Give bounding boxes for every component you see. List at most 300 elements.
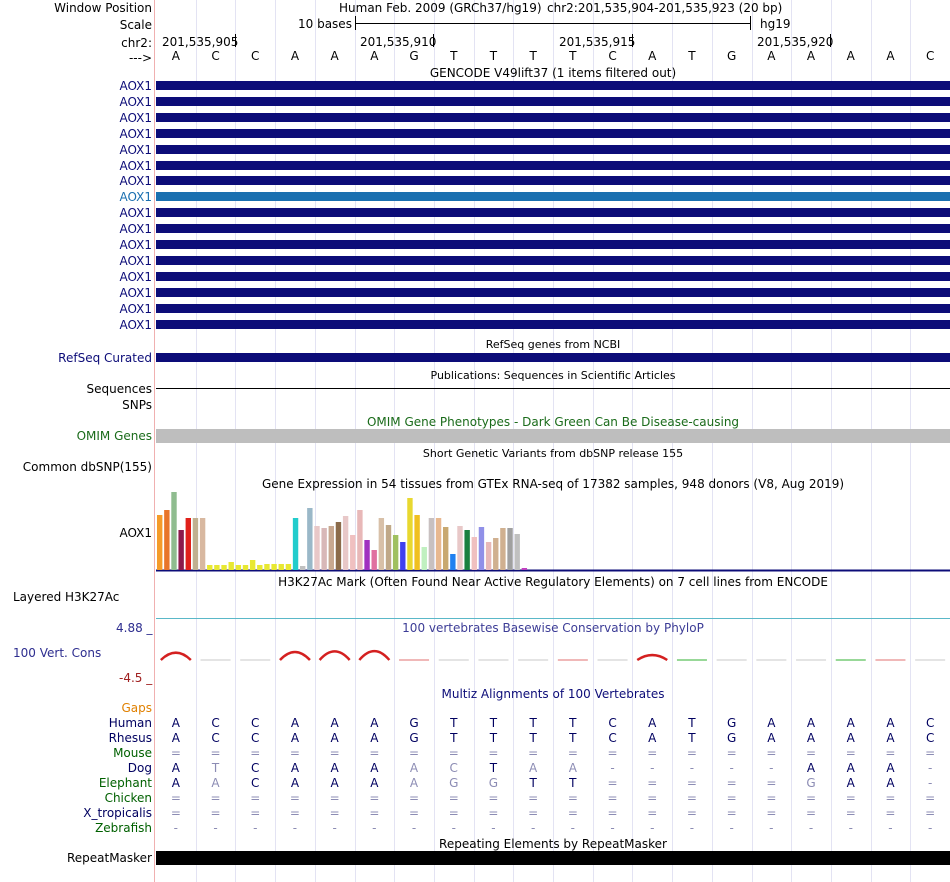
alignment-base: - [689, 761, 695, 775]
base-letter: C [925, 49, 935, 63]
base-letter: C [608, 49, 617, 63]
gencode-transcript-bar[interactable] [156, 81, 950, 90]
gtex-tissue-bar[interactable] [157, 515, 162, 570]
position-range[interactable]: chr2:201,535,904-201,535,923 (20 bp) [547, 1, 783, 15]
gtex-tissue-bar[interactable] [314, 526, 319, 570]
alignment-base: C [211, 731, 220, 745]
scale-bar-right-tick [750, 16, 751, 30]
alignment-base: - [808, 821, 814, 835]
alignment-base: = [409, 806, 420, 820]
gencode-transcript-bar[interactable] [156, 129, 950, 138]
alignment-base: A [886, 776, 895, 790]
alignment-base: = [766, 746, 777, 760]
alignment-base: = [925, 791, 936, 805]
alignment-base: T [489, 731, 498, 745]
alignment-base: = [686, 776, 697, 790]
alignment-base: = [607, 791, 618, 805]
alignment-base: - [769, 761, 774, 775]
alignment-base: G [449, 776, 459, 790]
alignment-base: G [726, 716, 737, 730]
repeatmasker-title[interactable]: Repeating Elements by RepeatMasker [439, 837, 667, 851]
gencode-transcript-label[interactable]: AOX1 [119, 190, 152, 205]
alignment-base: = [686, 746, 697, 760]
gtex-tissue-bar[interactable] [236, 565, 241, 570]
gtex-tissue-bar[interactable] [243, 565, 248, 570]
gtex-tissue-bar[interactable] [493, 538, 498, 570]
base-letter: A [370, 49, 379, 63]
phylop-label[interactable]: 100 Vert. Cons [13, 646, 102, 660]
alignment-base: - [530, 821, 536, 835]
alignment-base: - [729, 761, 734, 775]
alignment-base: T [688, 716, 696, 730]
alignment-base: = [607, 806, 618, 820]
alignment-base: = [806, 806, 817, 820]
base-letter: C [211, 49, 220, 63]
gtex-tissue-bar[interactable] [479, 527, 484, 570]
gtex-tissue-bar[interactable] [422, 547, 427, 570]
omim-title[interactable]: OMIM Gene Phenotypes - Dark Green Can Be Disease-causing [366, 415, 740, 429]
gtex-tissue-bar[interactable] [393, 535, 398, 570]
repeatmasker-bar[interactable] [156, 851, 950, 865]
alignment-base: A [886, 761, 895, 775]
alignment-base: A [886, 731, 895, 745]
alignment-base: T [569, 716, 577, 730]
alignment-base: = [448, 791, 459, 805]
alignment-base: = [567, 746, 578, 760]
chrom-label: chr2: [121, 36, 152, 50]
alignment-base: = [488, 746, 499, 760]
gencode-transcript-bar[interactable] [156, 208, 950, 217]
phylop-score-mark [161, 653, 191, 660]
gencode-transcript-bar[interactable] [156, 272, 950, 281]
alignment-base: = [686, 806, 697, 820]
gtex-tissue-bar[interactable] [450, 554, 455, 570]
alignment-base: = [567, 806, 578, 820]
alignment-base: A [767, 731, 776, 745]
base-letter: A [290, 49, 300, 63]
alignment-base: - [213, 821, 218, 835]
dbsnp-title[interactable]: Short Genetic Variants from dbSNP release 155 [422, 447, 684, 460]
species-label[interactable]: Mouse [113, 746, 152, 760]
gtex-tissue-bar[interactable] [221, 565, 226, 570]
multiz-title[interactable]: Multiz Alignments of 100 Vertebrates [441, 687, 665, 701]
gtex-tissue-bar[interactable] [386, 525, 391, 570]
alignment-base: A [171, 761, 180, 775]
gtex-chart[interactable] [156, 488, 950, 572]
gtex-tissue-bar[interactable] [472, 537, 477, 570]
alignment-base: C [608, 731, 617, 745]
alignment-base: A [211, 776, 220, 790]
base-letter: T [569, 49, 577, 63]
gtex-tissue-bar[interactable] [457, 526, 462, 570]
gtex-tissue-bar[interactable] [372, 550, 377, 570]
h3k27ac-title[interactable]: H3K27Ac Mark (Often Found Near Active Regulatory Elements) on 7 cell lines from ENCODE [278, 575, 828, 589]
alignment-base: - [253, 821, 258, 835]
species-label[interactable]: Rhesus [108, 731, 152, 745]
alignment-base: - [570, 821, 576, 835]
alignment-base: A [806, 716, 816, 730]
h3k27ac-label[interactable]: Layered H3K27Ac [13, 590, 120, 604]
alignment-base: A [767, 716, 776, 730]
alignment-base: = [766, 791, 777, 805]
dbsnp-label[interactable]: Common dbSNP(155) [22, 460, 152, 474]
alignment-base: A [846, 716, 855, 730]
gencode-transcript-label[interactable]: AOX1 [119, 79, 152, 93]
publications-title[interactable]: Publications: Sequences in Scientific Articles [430, 369, 676, 382]
alignment-base: T [688, 731, 696, 745]
alignment-base: = [448, 746, 459, 760]
gencode-transcript-bar[interactable] [156, 145, 950, 154]
gencode-transcript-label[interactable]: AOX1 [119, 238, 152, 252]
phylop-score-mark [320, 651, 350, 660]
species-label[interactable]: Human [108, 716, 152, 730]
gtex-tissue-bar[interactable] [343, 516, 348, 570]
gtex-tissue-bar[interactable] [350, 535, 355, 570]
scale-bar-left-tick [355, 16, 356, 30]
gtex-title[interactable]: Gene Expression in 54 tissues from GTEx RNA-seq of 17382 samples, 948 donors (V8, Aug 2019) [261, 477, 845, 491]
gtex-tissue-bar[interactable] [436, 518, 441, 570]
alignment-base: = [369, 806, 380, 820]
publications-snps-label[interactable]: SNPs [122, 398, 152, 412]
gencode-transcript-bar[interactable] [156, 113, 950, 122]
alignment-base: = [726, 806, 737, 820]
base-letter: T [450, 49, 458, 63]
gtex-tissue-bar[interactable] [164, 510, 169, 570]
alignment-base: - [372, 821, 377, 835]
gtex-tissue-bar[interactable] [357, 510, 362, 570]
gencode-transcript-label[interactable]: AOX1 [119, 317, 152, 332]
gtex-tissue-bar[interactable] [193, 518, 198, 570]
alignment-base: = [289, 791, 300, 805]
repeatmasker-label[interactable]: RepeatMasker [66, 851, 152, 865]
gtex-tissue-bar[interactable] [250, 560, 255, 570]
alignment-base: = [885, 806, 896, 820]
alignment-base: = [647, 746, 658, 760]
window-position-label: Window Position [54, 1, 152, 15]
alignment-base: = [528, 791, 539, 805]
h3k27ac-baseline [156, 618, 950, 619]
alignment-base: = [210, 791, 221, 805]
alignment-base: C [251, 731, 260, 745]
alignment-base: = [845, 791, 856, 805]
gtex-tissue-bar[interactable] [286, 564, 291, 570]
alignment-base: T [489, 716, 498, 730]
alignment-base: A [846, 761, 855, 775]
gtex-tissue-bar[interactable] [257, 565, 262, 570]
alignment-base: T [529, 776, 537, 790]
base-letter: T [688, 49, 696, 63]
base-letter: T [529, 49, 537, 63]
alignment-base: A [171, 731, 180, 745]
alignment-base: = [567, 791, 578, 805]
alignment-base: = [170, 746, 181, 760]
publications-sequences-label[interactable]: Sequences [86, 382, 152, 396]
alignment-base: A [370, 761, 379, 775]
alignment-base: - [927, 761, 933, 775]
alignment-base: = [607, 746, 618, 760]
alignment-base: A [648, 716, 657, 730]
gtex-tissue-bar[interactable] [515, 534, 520, 570]
coordinate-label: 201,535,915 [559, 35, 636, 49]
species-label[interactable]: X_tropicalis [83, 806, 152, 820]
alignment-base: A [409, 776, 419, 790]
gtex-tissue-bar[interactable] [178, 530, 183, 570]
gencode-transcript-label[interactable]: AOX1 [119, 253, 152, 268]
base-letter: A [886, 49, 895, 63]
alignment-base: T [489, 761, 498, 775]
alignment-base: = [289, 806, 300, 820]
alignment-base: = [845, 746, 856, 760]
base-letter: A [648, 49, 657, 63]
alignment-base: - [610, 821, 615, 835]
alignment-base: = [766, 806, 777, 820]
gencode-transcript-bar[interactable] [156, 97, 950, 106]
alignment-base: T [529, 731, 537, 745]
alignment-base: = [210, 746, 221, 760]
gaps-label: Gaps [121, 701, 152, 715]
alignment-base: = [647, 806, 658, 820]
alignment-base: = [528, 746, 539, 760]
alignment-base: T [211, 761, 220, 775]
gencode-transcript-bar[interactable] [156, 161, 950, 170]
gencode-transcript-bar[interactable] [156, 240, 950, 249]
alignment-base: T [450, 731, 458, 745]
gtex-tissue-bar[interactable] [214, 565, 219, 570]
gencode-transcript-label[interactable]: AOX1 [119, 174, 152, 189]
gencode-transcript-label[interactable]: AOX1 [119, 126, 152, 141]
base-letter: G [726, 49, 737, 63]
alignment-base: - [491, 821, 496, 835]
alignment-base: = [488, 791, 499, 805]
alignment-base: = [329, 806, 340, 820]
gtex-tissue-bar[interactable] [464, 530, 469, 570]
gtex-tissue-bar[interactable] [486, 542, 491, 570]
alignment-base: - [332, 821, 337, 835]
alignment-base: A [290, 716, 300, 730]
gtex-tissue-bar[interactable] [264, 564, 269, 570]
refseq-gene-bar[interactable] [156, 353, 950, 362]
alignment-base: A [846, 776, 855, 790]
phylop-score-mark [359, 651, 389, 660]
scale-text: 10 bases [298, 17, 352, 31]
gtex-tissue-bar[interactable] [186, 518, 191, 570]
gtex-tissue-bar[interactable] [293, 518, 298, 570]
alignment-base: T [569, 776, 577, 790]
alignment-base: = [329, 746, 340, 760]
alignment-base: = [250, 806, 261, 820]
alignment-base: C [211, 716, 220, 730]
alignment-base: = [925, 746, 936, 760]
coordinate-tick [830, 34, 831, 47]
alignment-base: = [885, 791, 896, 805]
gtex-tissue-bar[interactable] [207, 565, 212, 570]
publications-line [156, 388, 950, 389]
alignment-base: = [250, 746, 261, 760]
alignment-base: A [806, 731, 816, 745]
gtex-tissue-bar[interactable] [364, 540, 369, 570]
alignment-base: C [251, 716, 260, 730]
gtex-tissue-bar[interactable] [443, 527, 448, 570]
gtex-tissue-bar[interactable] [507, 528, 512, 570]
alignment-base: C [251, 761, 260, 775]
alignment-base: = [686, 791, 697, 805]
alignment-base: - [610, 761, 615, 775]
gtex-tissue-bar[interactable] [429, 518, 434, 570]
gencode-transcript-label[interactable]: AOX1 [119, 285, 152, 300]
gtex-tissue-bar[interactable] [500, 528, 505, 570]
refseq-title[interactable]: RefSeq genes from NCBI [485, 338, 621, 351]
alignment-base: A [370, 731, 379, 745]
phylop-title[interactable]: 100 vertebrates Basewise Conservation by PhyloP [402, 621, 704, 635]
alignment-base: A [330, 761, 339, 775]
gencode-transcript-label[interactable]: AOX1 [119, 301, 152, 316]
alignment-base: A [330, 731, 339, 745]
gencode-transcript-label[interactable]: AOX1 [119, 110, 152, 125]
gtex-tissue-bar[interactable] [379, 518, 384, 570]
base-letter: A [330, 49, 339, 63]
coordinate-label: 201,535,920 [757, 35, 834, 49]
gtex-tissue-bar[interactable] [200, 518, 205, 570]
alignment-base: - [769, 821, 774, 835]
alignment-base: A [290, 731, 300, 745]
alignment-base: = [806, 791, 817, 805]
alignment-base: C [608, 716, 617, 730]
gtex-tissue-bar[interactable] [400, 542, 405, 570]
gencode-transcript-label[interactable]: AOX1 [119, 222, 152, 237]
refseq-label[interactable]: RefSeq Curated [58, 351, 152, 365]
strand-label: ---> [128, 51, 152, 65]
alignment-base: = [607, 776, 618, 790]
alignment-base: - [927, 821, 933, 835]
alignment-base: = [210, 806, 221, 820]
alignment-base: A [409, 761, 419, 775]
gtex-tissue-bar[interactable] [336, 522, 341, 570]
alignment-base: A [846, 731, 855, 745]
coordinate-label: 201,535,910 [360, 35, 437, 49]
alignment-base: = [409, 791, 420, 805]
gencode-transcript-label[interactable]: AOX1 [119, 94, 152, 109]
gtex-tissue-bar[interactable] [229, 562, 234, 570]
gencode-transcript-label[interactable]: AOX1 [119, 158, 152, 173]
gencode-transcript-bar[interactable] [156, 176, 950, 185]
gencode-transcript-bar[interactable] [156, 288, 950, 297]
gtex-tissue-bar[interactable] [300, 566, 305, 570]
base-letter: A [767, 49, 776, 63]
species-label[interactable]: Zebrafish [95, 821, 152, 835]
phylop-score-mark [280, 652, 310, 660]
track-left-border [154, 0, 155, 882]
alignment-base: - [411, 821, 417, 835]
alignment-base: C [251, 776, 260, 790]
gtex-tissue-bar[interactable] [321, 528, 326, 570]
alignment-base: = [726, 746, 737, 760]
alignment-base: = [766, 776, 777, 790]
gencode-transcript-bar[interactable] [156, 320, 950, 329]
alignment-base: A [330, 776, 339, 790]
alignment-base: - [888, 821, 893, 835]
alignment-base: = [726, 791, 737, 805]
alignment-base: G [488, 776, 499, 790]
alignment-base: C [925, 716, 935, 730]
alignment-base: A [370, 716, 379, 730]
alignment-base: = [647, 776, 658, 790]
scale-label: Scale [119, 18, 152, 32]
alignment-base: G [409, 716, 419, 730]
coordinate-label: 201,535,905 [162, 35, 239, 49]
alignment-base: = [170, 806, 181, 820]
alignment-base: = [369, 746, 380, 760]
alignment-base: - [689, 821, 695, 835]
omim-gene-bar[interactable] [156, 429, 950, 443]
gtex-tissue-bar[interactable] [271, 564, 276, 570]
alignment-base: - [292, 821, 298, 835]
gtex-tissue-bar[interactable] [171, 492, 176, 570]
species-label[interactable]: Chicken [104, 791, 152, 805]
gencode-transcript-label[interactable]: AOX1 [119, 206, 152, 221]
gtex-tissue-bar[interactable] [307, 508, 312, 570]
alignment-base: A [290, 776, 300, 790]
alignment-base: T [450, 716, 458, 730]
gencode-transcript-bar[interactable] [156, 304, 950, 313]
alignment-base: = [528, 806, 539, 820]
alignment-base: = [885, 746, 896, 760]
gencode-title[interactable]: GENCODE V49lift37 (1 items filtered out) [429, 66, 677, 80]
gtex-tissue-bar[interactable] [414, 515, 419, 570]
alignment-base: - [451, 821, 456, 835]
alignment-base: = [845, 806, 856, 820]
gtex-tissue-bar[interactable] [329, 526, 334, 570]
alignment-base: C [449, 761, 458, 775]
alignment-base: A [806, 761, 816, 775]
alignment-base: A [171, 776, 180, 790]
scale-bar [355, 23, 750, 24]
gencode-transcript-bar[interactable] [156, 192, 950, 201]
omim-label[interactable]: OMIM Genes [76, 429, 152, 443]
base-letter: A [806, 49, 816, 63]
gtex-tissue-bar[interactable] [522, 568, 527, 570]
alignment-base: A [370, 776, 379, 790]
gtex-tissue-bar[interactable] [279, 564, 284, 570]
phylop-score-mark [637, 655, 667, 660]
base-letter: C [251, 49, 260, 63]
alignment-base: - [927, 776, 933, 790]
alignment-base: - [848, 821, 853, 835]
gencode-transcript-bar[interactable] [156, 224, 950, 233]
alignment-base: = [329, 791, 340, 805]
alignment-base: - [650, 821, 655, 835]
alignment-base: = [250, 791, 261, 805]
scale-db: hg19 [760, 17, 791, 31]
alignment-base: = [806, 746, 817, 760]
gtex-label[interactable]: AOX1 [119, 526, 152, 540]
gencode-transcript-label[interactable]: AOX1 [119, 269, 152, 284]
alignment-base: = [289, 746, 300, 760]
gencode-transcript-bar[interactable] [156, 256, 950, 265]
alignment-base: A [568, 761, 577, 775]
coordinate-tick [433, 34, 434, 47]
gtex-tissue-bar[interactable] [407, 498, 412, 570]
species-label[interactable]: Dog [127, 761, 152, 775]
alignment-base: = [170, 791, 181, 805]
alignment-base: = [726, 776, 737, 790]
base-letter: T [489, 49, 498, 63]
gencode-transcript-label[interactable]: AOX1 [119, 142, 152, 157]
coordinate-tick [632, 34, 633, 47]
alignment-base: G [806, 776, 816, 790]
phylop-chart[interactable] [156, 648, 950, 668]
species-label[interactable]: Elephant [98, 776, 152, 790]
alignment-base: A [290, 761, 300, 775]
